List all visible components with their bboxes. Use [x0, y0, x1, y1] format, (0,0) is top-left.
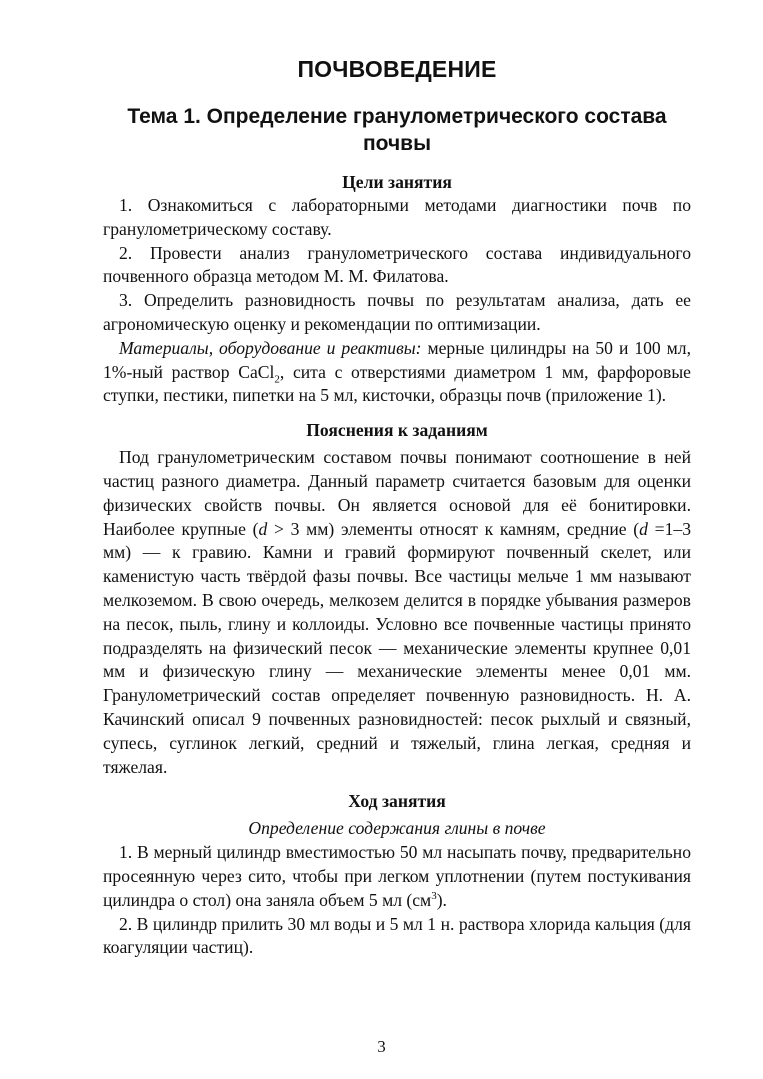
explanations-text-1: Под гранулометрическим составом почвы понимают соотношение в ней частиц разного диаметра. Данный параметр считается базовым для оценки физических свойств почвы. Он является основой для её бонитировки. Наиболее крупные ( — [103, 447, 691, 539]
step1-text-end: ). — [436, 889, 447, 910]
goal-item: 2. Провести анализ гранулометрического состава индивидуального почвенного образца методом М. М. Филатова. — [103, 242, 691, 287]
step1-text: 1. В мерный цилиндр вместимостью 50 мл насыпать почву, предварительно просеянную через сито, чтобы при легком уплотнении (путем постукивания цилиндра о стол) она заняла объем 5 мл (см — [103, 842, 691, 910]
explanations-text-3: =1–3 мм) — к гравию. Камни и гравий формируют почвенный скелет, или каменистую часть твёрдой фазы почвы. Все частицы мельче 1 мм называют мелкоземом. В свою очередь, мелкозем делится в порядке убывания размеров на песок, пыль, глину и коллоиды. Условно все почвенные частицы принято подразделять на физический песок — механические элементы крупнее 0,01 мм и физическую глину — механические элементы менее 0,01 мм. Гранулометрический состав определяет почвенную разновидность. Н. А. Качинский описал 9 почвенных разновидностей: песок рыхлый и связный, супесь, суглинок легкий, средний и тяжелый, глина легкая, средняя и тяжелая. — [103, 518, 691, 777]
page-number: 3 — [377, 1037, 386, 1056]
materials-label: Материалы, оборудование и реактивы: — [119, 337, 422, 358]
explanations-heading: Пояснения к заданиям — [306, 420, 488, 441]
explanations-text-2: > 3 мм) элементы относят к камням, средние ( — [267, 518, 640, 539]
page-content — [103, 54, 691, 960]
goal-item: 1. Ознакомиться с лабораторными методами диагностики почв по гранулометрическому составу. — [103, 195, 691, 239]
materials-text-cont: , сита с отверстиями диаметром 1 мм, фарфоровые ступки, пестики, пипетки на 5 мл, кисточки, образцы почв (приложение 1). — [103, 361, 691, 406]
materials-paragraph — [103, 337, 691, 408]
step1-superscript: 3 — [431, 889, 437, 902]
goals-heading: Цели занятия — [342, 172, 452, 192]
procedure-step: 2. В цилиндр прилить 30 мл воды и 5 мл 1 н. раствора хлорида кальция (для коагуляции частиц). — [103, 913, 691, 958]
document-title: ПОЧВОВЕДЕНИЕ — [297, 56, 497, 82]
diameter-symbol: d — [639, 518, 648, 539]
procedure-step — [103, 841, 691, 912]
materials-text: мерные цилиндры на 50 и 100 мл, 1%-ный раствор CaCl — [103, 337, 691, 382]
procedure-heading: Ход занятия — [348, 791, 446, 812]
procedure-subheading: Определение содержания глины в почве — [248, 818, 546, 839]
goal-item: 3. Определить разновидность почвы по результатам анализа, дать ее агрономическую оценку и рекомендации по оптимизации. — [103, 290, 691, 334]
diameter-symbol: d — [258, 518, 268, 539]
explanations-paragraph — [103, 446, 691, 779]
topic-title: Тема 1. Определение гранулометрического состава почвы — [127, 105, 667, 155]
materials-subscript: 2 — [274, 373, 280, 386]
